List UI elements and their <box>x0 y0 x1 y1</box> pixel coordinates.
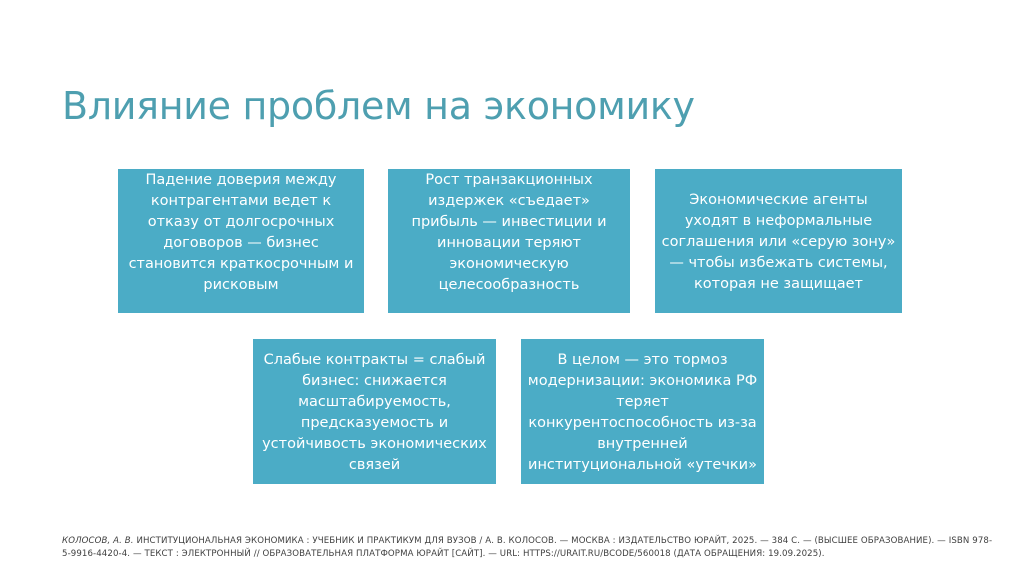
info-box-weak-contracts <box>253 339 496 484</box>
slide-title: Влияние проблем на экономику <box>62 84 695 128</box>
info-box-costs <box>388 169 630 313</box>
info-box-trust <box>118 169 364 313</box>
info-box-text: В целом — это тормоз модернизации: экономика РФ теряет конкурентоспособность из-за внутренней институциональной «утечки» <box>527 351 758 473</box>
citation-footnote <box>62 535 997 561</box>
info-box-text: Экономические агенты уходят в неформальные соглашения или «серую зону» — чтобы избежать системы, которая не защищает <box>661 191 896 292</box>
citation-author: КОЛОСОВ, А. В. <box>62 536 134 546</box>
info-box-text: Падение доверия между контрагентами ведет к отказу от долгосрочных договоров — бизнес становится краткосрочным и рисковым <box>128 172 354 293</box>
info-box-modernization <box>521 339 764 484</box>
citation-text: ИНСТИТУЦИОНАЛЬНАЯ ЭКОНОМИКА : УЧЕБНИК И ПРАКТИКУМ ДЛЯ ВУЗОВ / А. В. КОЛОСОВ. — МОСКВА : ИЗДАТЕЛЬСТВО ЮРАЙТ, 2025. — 384 С. — (ВЫСШЕЕ ОБРАЗОВАНИЕ). — ISBN 978-5-9916-4420-4. — ТЕКСТ : ЭЛЕКТРОННЫЙ // ОБРАЗОВАТЕЛЬНАЯ ПЛАТФОРМА ЮРАЙТ [САЙТ]. — URL: HTTPS://URAIT.RU/BCODE/560018 (ДАТА ОБРАЩЕНИЯ: 19.09.2025). <box>62 536 993 559</box>
info-box-informal <box>655 169 902 313</box>
info-box-text: Слабые контракты = слабый бизнес: снижается масштабируемость, предсказуемость и устойчивость экономических связей <box>262 351 487 473</box>
info-box-text: Рост транзакционных издержек «съедает» прибыль — инвестиции и инновации теряют экономическую целесообразность <box>411 172 607 293</box>
